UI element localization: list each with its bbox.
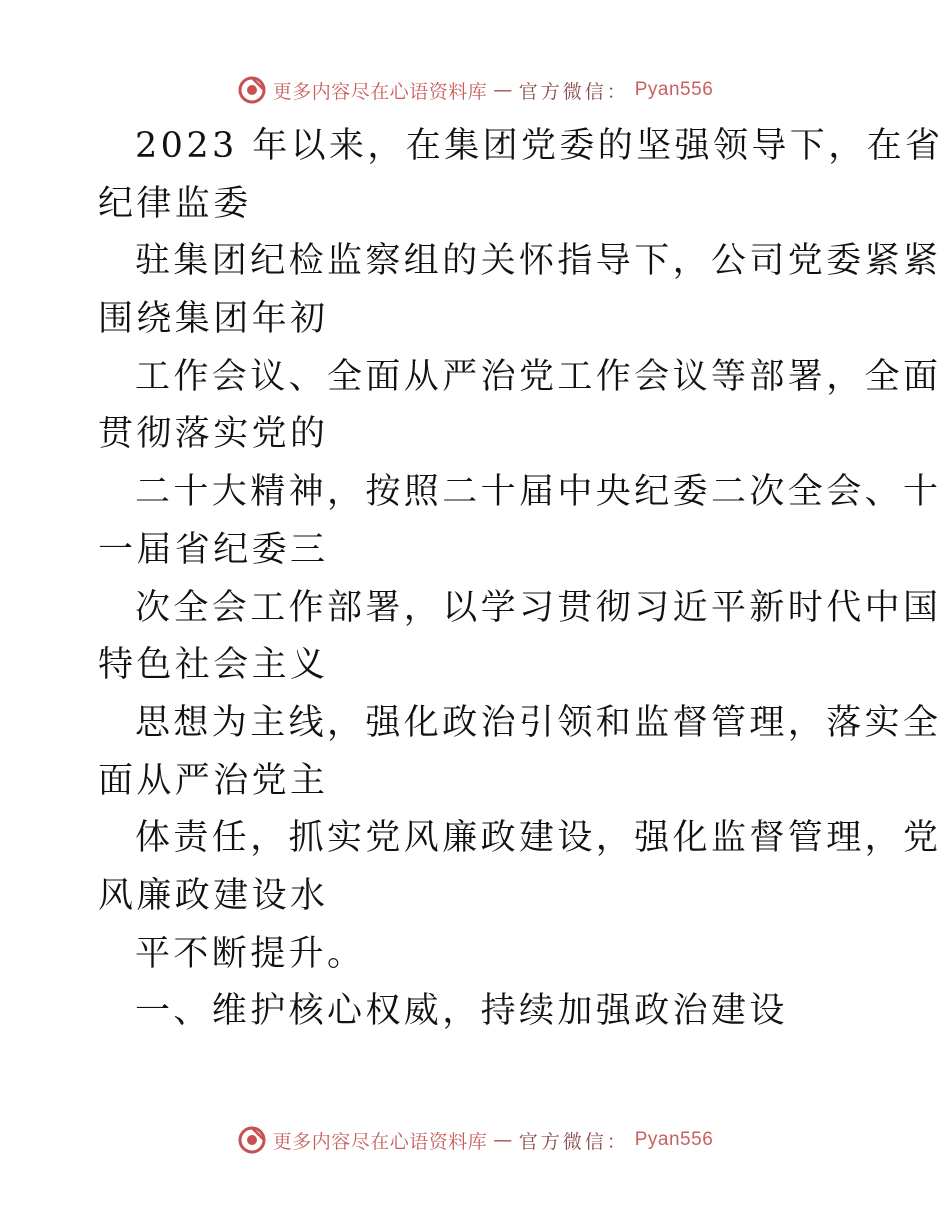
body-line: 一届省纪委三 xyxy=(98,529,329,570)
watermark-label: 官方微信： xyxy=(518,80,629,103)
logo-icon xyxy=(237,1125,267,1155)
watermark-text: 更多内容尽在心语资料库 xyxy=(272,80,488,103)
watermark-dash: — xyxy=(493,1129,513,1151)
watermark-text: 更多内容尽在心语资料库 xyxy=(272,1130,488,1153)
body-line: 驻集团纪检监察组的关怀指导下，公司党委紧紧 xyxy=(135,241,942,282)
footer-watermark xyxy=(0,1118,950,1162)
document-body xyxy=(98,118,944,1041)
header-watermark xyxy=(0,68,950,112)
watermark-id: Pyan556 xyxy=(634,79,714,100)
body-line: 围绕集团年初 xyxy=(98,299,329,340)
body-line: 贯彻落实党的 xyxy=(98,414,329,455)
body-line: 体责任，抓实党风廉政建设，强化监督管理，党 xyxy=(135,818,942,859)
body-line: 工作会议、全面从严治党工作会议等部署，全面 xyxy=(135,356,942,397)
body-line: 纪律监委 xyxy=(98,183,252,224)
body-line: 平不断提升。 xyxy=(135,933,366,974)
logo-icon xyxy=(237,75,267,105)
body-line: 思想为主线，强化政治引领和监督管理，落实全 xyxy=(135,702,942,743)
watermark-dash: — xyxy=(493,79,513,101)
body-line: 一、维护核心权威，持续加强政治建设 xyxy=(135,991,788,1032)
body-line: 面从严治党主 xyxy=(98,760,329,801)
body-line: 次全会工作部署，以学习贯彻习近平新时代中国 xyxy=(135,587,942,628)
watermark-label: 官方微信： xyxy=(518,1130,629,1153)
body-line: 2023 年以来，在集团党委的坚强领导下，在省 xyxy=(135,126,944,166)
body-line: 风廉政建设水 xyxy=(98,875,329,916)
body-line: 二十大精神，按照二十届中央纪委二次全会、十 xyxy=(135,472,942,513)
watermark-id: Pyan556 xyxy=(634,1129,714,1150)
body-line: 特色社会主义 xyxy=(98,645,329,686)
